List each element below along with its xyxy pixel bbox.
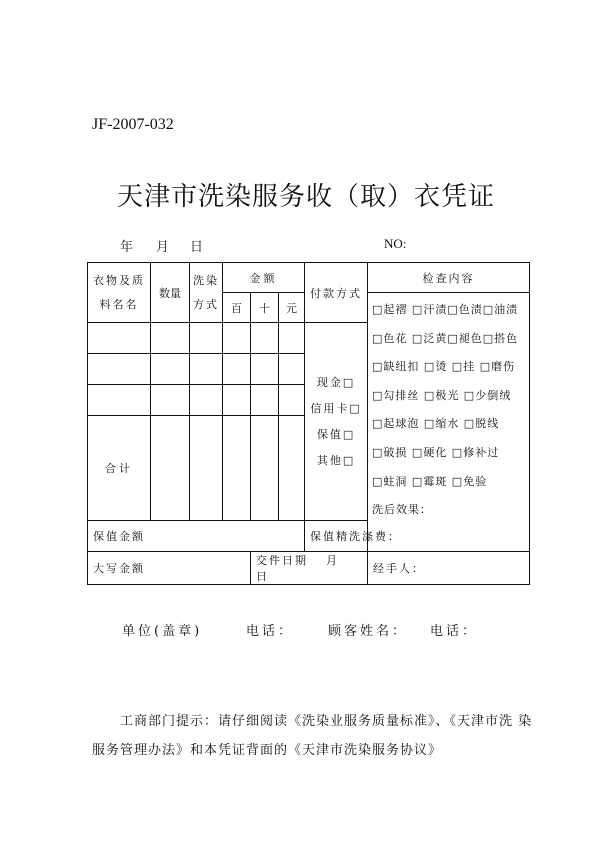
yuan-cell[interactable]: [279, 323, 305, 354]
date-year-label: 年: [120, 240, 134, 255]
quantity-cell[interactable]: [151, 354, 190, 385]
item-cell[interactable]: [88, 323, 151, 354]
method-header-line1: 洗染: [193, 273, 219, 287]
amount-in-words-field[interactable]: 大写金额: [88, 552, 251, 585]
page-title: 天津市洗染服务收（取）衣凭证: [116, 182, 495, 212]
delivery-month-label: 月: [326, 554, 339, 567]
item-header: [88, 263, 151, 323]
total-yuan-cell[interactable]: [279, 416, 305, 521]
method-cell[interactable]: [190, 323, 223, 354]
item-header-line2: 料名名: [99, 297, 139, 311]
inspection-checklist: [368, 293, 530, 552]
payment-options: [305, 323, 368, 521]
inspection-result: 洗后效果：: [372, 503, 433, 517]
inspection-row[interactable]: □色花 □泛黄□褪色□搭色: [372, 331, 519, 345]
yuan-header: 元: [279, 293, 305, 323]
yuan-cell[interactable]: [279, 354, 305, 385]
inspection-row[interactable]: □缺纽扣 □烫 □挂 □磨伤: [372, 360, 516, 374]
hundred-header: 百: [223, 293, 251, 323]
unit-seal-label: 单位(盖章): [122, 624, 203, 639]
delivery-date-field[interactable]: [251, 552, 368, 585]
phone-label-2: 电话：: [430, 624, 479, 639]
notice-line-2: 服务管理办法》和本凭证背面的《天津市洗染服务协议》: [92, 743, 443, 758]
yuan-cell[interactable]: [279, 385, 305, 416]
inspection-row[interactable]: □破损 □硬化 □修补过: [372, 445, 500, 459]
date-month-label: 月: [156, 240, 170, 255]
hundred-cell[interactable]: [223, 323, 251, 354]
payment-credit-card[interactable]: 信用卡□: [310, 401, 362, 415]
item-header-line1: 衣物及质: [93, 273, 145, 287]
receipt-form-table: [87, 262, 530, 585]
inspection-row[interactable]: □蛀洞 □霉斑 □免验: [372, 474, 488, 488]
delivery-date-label: 交件日期: [256, 554, 308, 567]
inspection-row[interactable]: □起球泡 □缩水 □脱线: [372, 417, 500, 431]
ten-cell[interactable]: [251, 323, 279, 354]
handler-field[interactable]: 经手人：: [368, 552, 530, 585]
total-hundred-cell[interactable]: [223, 416, 251, 521]
total-quantity-cell[interactable]: [151, 416, 190, 521]
method-header: [190, 263, 223, 323]
total-ten-cell[interactable]: [251, 416, 279, 521]
quantity-cell[interactable]: [151, 385, 190, 416]
ten-cell[interactable]: [251, 354, 279, 385]
document-code: JF-2007-032: [92, 116, 174, 133]
payment-cash[interactable]: 现金□: [316, 375, 356, 389]
item-cell[interactable]: [88, 385, 151, 416]
method-cell[interactable]: [190, 385, 223, 416]
hundred-cell[interactable]: [223, 385, 251, 416]
payment-insured[interactable]: 保值□: [316, 427, 356, 441]
notice-line-1: 工商部门提示：请仔细阅读《洗染业服务质量标准》、《天津市洗 染: [120, 714, 533, 729]
date-day-label: 日: [190, 240, 204, 255]
inspection-row[interactable]: □勾排丝 □极光 □少倒绒: [372, 388, 512, 402]
total-method-cell[interactable]: [190, 416, 223, 521]
hundred-cell[interactable]: [223, 354, 251, 385]
payment-other[interactable]: 其他□: [316, 453, 356, 467]
delivery-day-label: 日: [256, 570, 269, 583]
phone-label-1: 电话：: [246, 624, 295, 639]
quantity-header: 数量: [151, 263, 190, 323]
ten-cell[interactable]: [251, 385, 279, 416]
quantity-cell[interactable]: [151, 323, 190, 354]
method-header-line2: 方式: [193, 297, 219, 311]
insured-fee-field[interactable]: 保值精洗涤费：: [305, 521, 530, 552]
amount-header: 金额: [223, 263, 305, 293]
insured-amount-field[interactable]: 保值金额: [88, 521, 305, 552]
inspection-header: 检查内容: [368, 263, 530, 293]
inspection-row[interactable]: □起褶 □汗渍□色渍□油渍: [372, 303, 519, 316]
item-cell[interactable]: [88, 354, 151, 385]
payment-header: 付款方式: [305, 263, 368, 323]
number-label: NO:: [384, 236, 407, 251]
total-label: 合计: [88, 416, 151, 521]
method-cell[interactable]: [190, 354, 223, 385]
ten-header: 十: [251, 293, 279, 323]
customer-name-label: 顾客姓名：: [328, 624, 409, 639]
